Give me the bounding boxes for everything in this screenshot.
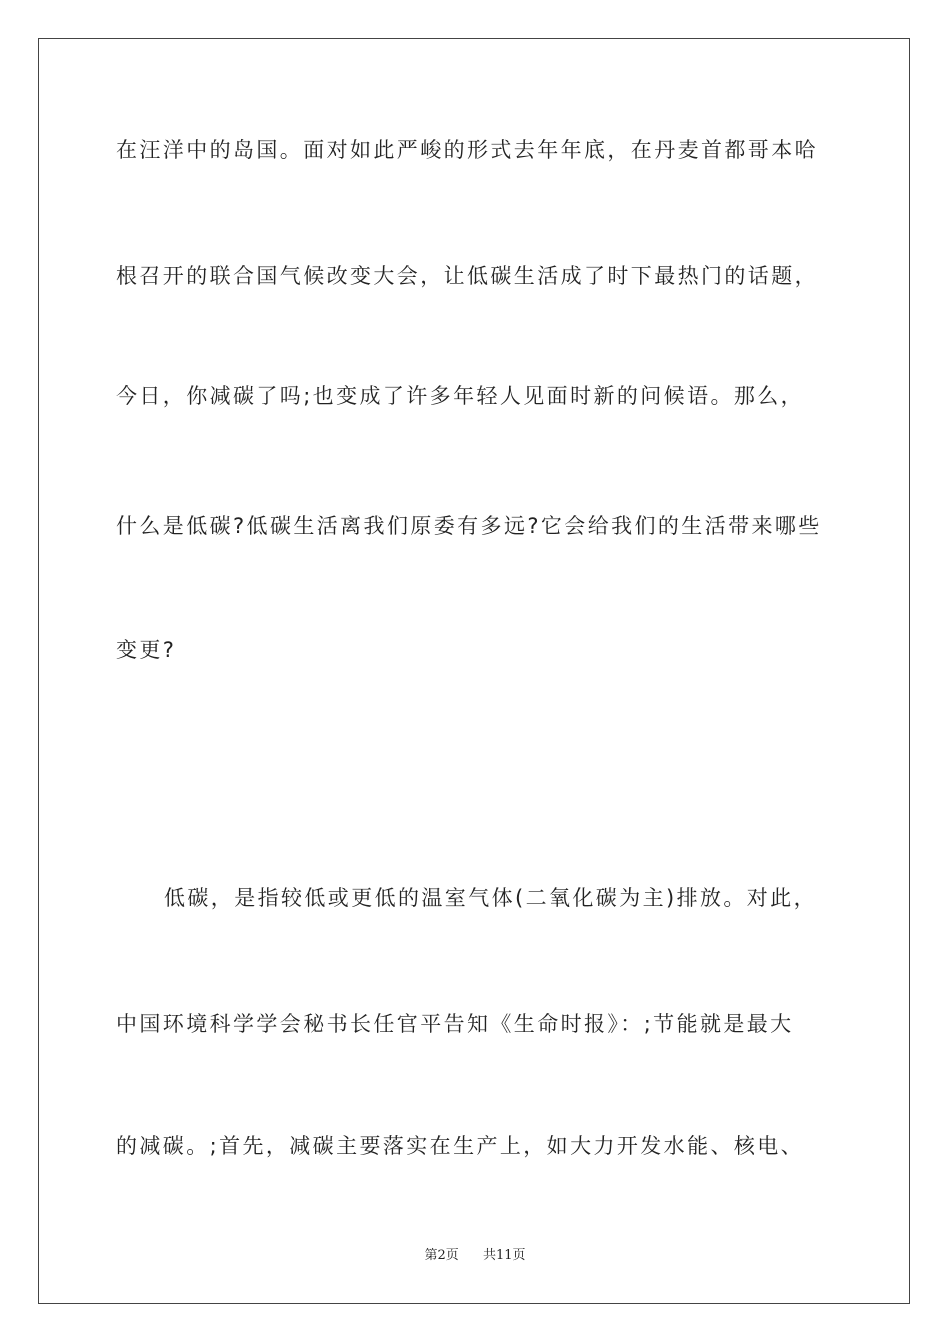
page-number: 第2页 (424, 1248, 459, 1263)
text-line: 今日，你减碳了吗;也变成了许多年轻人见面时新的问候语。那么， (116, 384, 805, 408)
page-total: 共11页 (483, 1248, 526, 1263)
text-line: 什么是低碳?低碳生活离我们原委有多远?它会给我们的生活带来哪些 (116, 514, 822, 538)
page-footer (0, 1247, 950, 1265)
text-line: 变更? (116, 638, 177, 662)
page-border (38, 38, 910, 1304)
text-line: 低碳，是指较低或更低的温室气体(二氧化碳为主)排放。对此， (164, 886, 817, 910)
text-line: 的减碳。;首先，减碳主要落实在生产上，如大力开发水能、核电、 (116, 1134, 805, 1158)
text-line: 中国环境科学学会秘书长任官平告知《生命时报》：;节能就是最大 (116, 1012, 794, 1036)
text-line: 在汪洋中的岛国。面对如此严峻的形式去年年底，在丹麦首都哥本哈 (116, 138, 818, 162)
text-line: 根召开的联合国气候改变大会，让低碳生活成了时下最热门的话题， (116, 264, 818, 288)
